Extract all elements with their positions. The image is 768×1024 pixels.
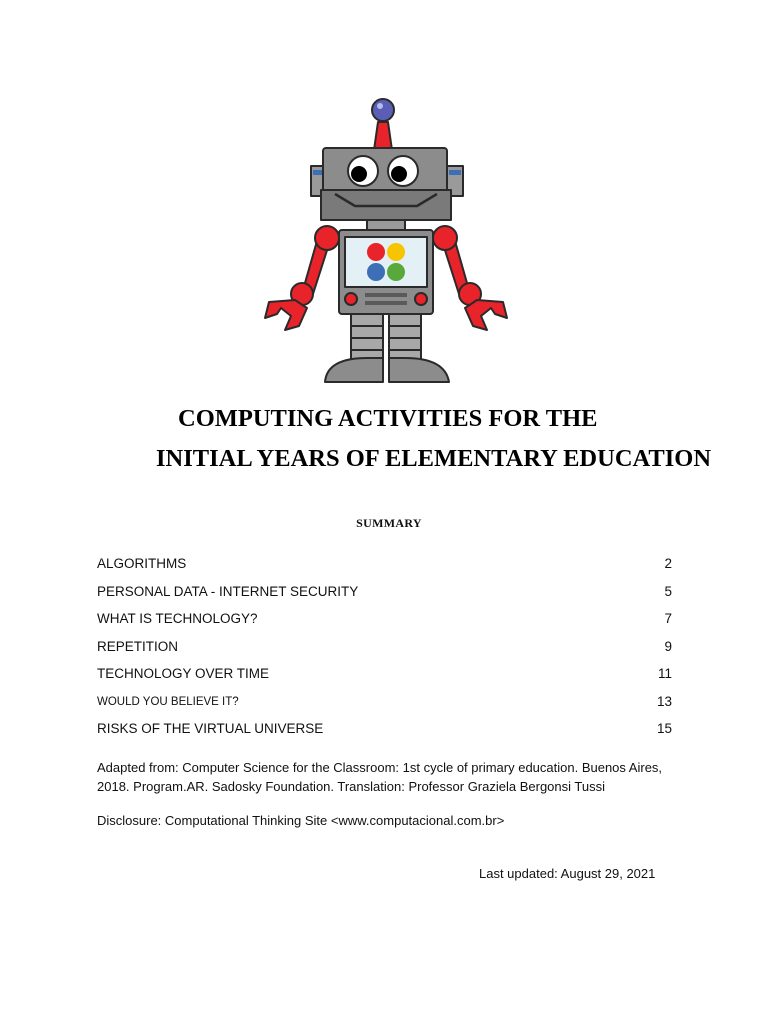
toc-item-technology-over-time <box>97 665 674 693</box>
toc-label: RISKS OF THE VIRTUAL UNIVERSE <box>97 721 324 736</box>
table-of-contents <box>97 555 674 748</box>
toc-label: WHAT IS TECHNOLOGY? <box>97 611 258 626</box>
robot-illustration-icon <box>255 94 515 389</box>
toc-label: WOULD YOU BELIEVE IT? <box>97 695 239 708</box>
document-title-line-1: COMPUTING ACTIVITIES FOR THE <box>178 405 598 432</box>
toc-item-algorithms <box>97 555 674 583</box>
toc-item-risks-virtual-universe <box>97 720 674 748</box>
toc-page-number: 13 <box>656 693 672 709</box>
toc-page-number: 15 <box>656 721 672 736</box>
toc-label: ALGORITHMS <box>97 556 187 571</box>
toc-item-personal-data <box>97 583 674 611</box>
toc-item-would-you-believe-it <box>97 693 674 721</box>
toc-label: TECHNOLOGY OVER TIME <box>97 666 270 681</box>
toc-page-number: 7 <box>664 611 672 626</box>
toc-item-what-is-technology <box>97 610 674 638</box>
toc-label: REPETITION <box>97 638 179 654</box>
toc-label: PERSONAL DATA - INTERNET SECURITY <box>97 583 359 599</box>
toc-page-number: 5 <box>664 583 672 599</box>
toc-page-number: 11 <box>657 666 672 681</box>
last-updated-date: Last updated: August 29, 2021 <box>479 866 656 881</box>
toc-item-repetition <box>97 638 674 666</box>
robot-illustration <box>255 94 515 389</box>
adapted-from-note: Adapted from: Computer Science for the Classroom: 1st cycle of primary education. Buenos Aires, 2018. Program.AR. Sadosky Foundation. Translation: Professor Graziela Bergonsi Tussi <box>97 760 663 794</box>
toc-page-number: 9 <box>664 638 672 654</box>
summary-heading: SUMMARY <box>356 516 422 530</box>
toc-page-number: 2 <box>664 556 672 571</box>
disclosure-note: Disclosure: Computational Thinking Site <www.computacional.com.br> <box>97 813 505 828</box>
document-title-line-2: INITIAL YEARS OF ELEMENTARY EDUCATION <box>156 445 712 472</box>
